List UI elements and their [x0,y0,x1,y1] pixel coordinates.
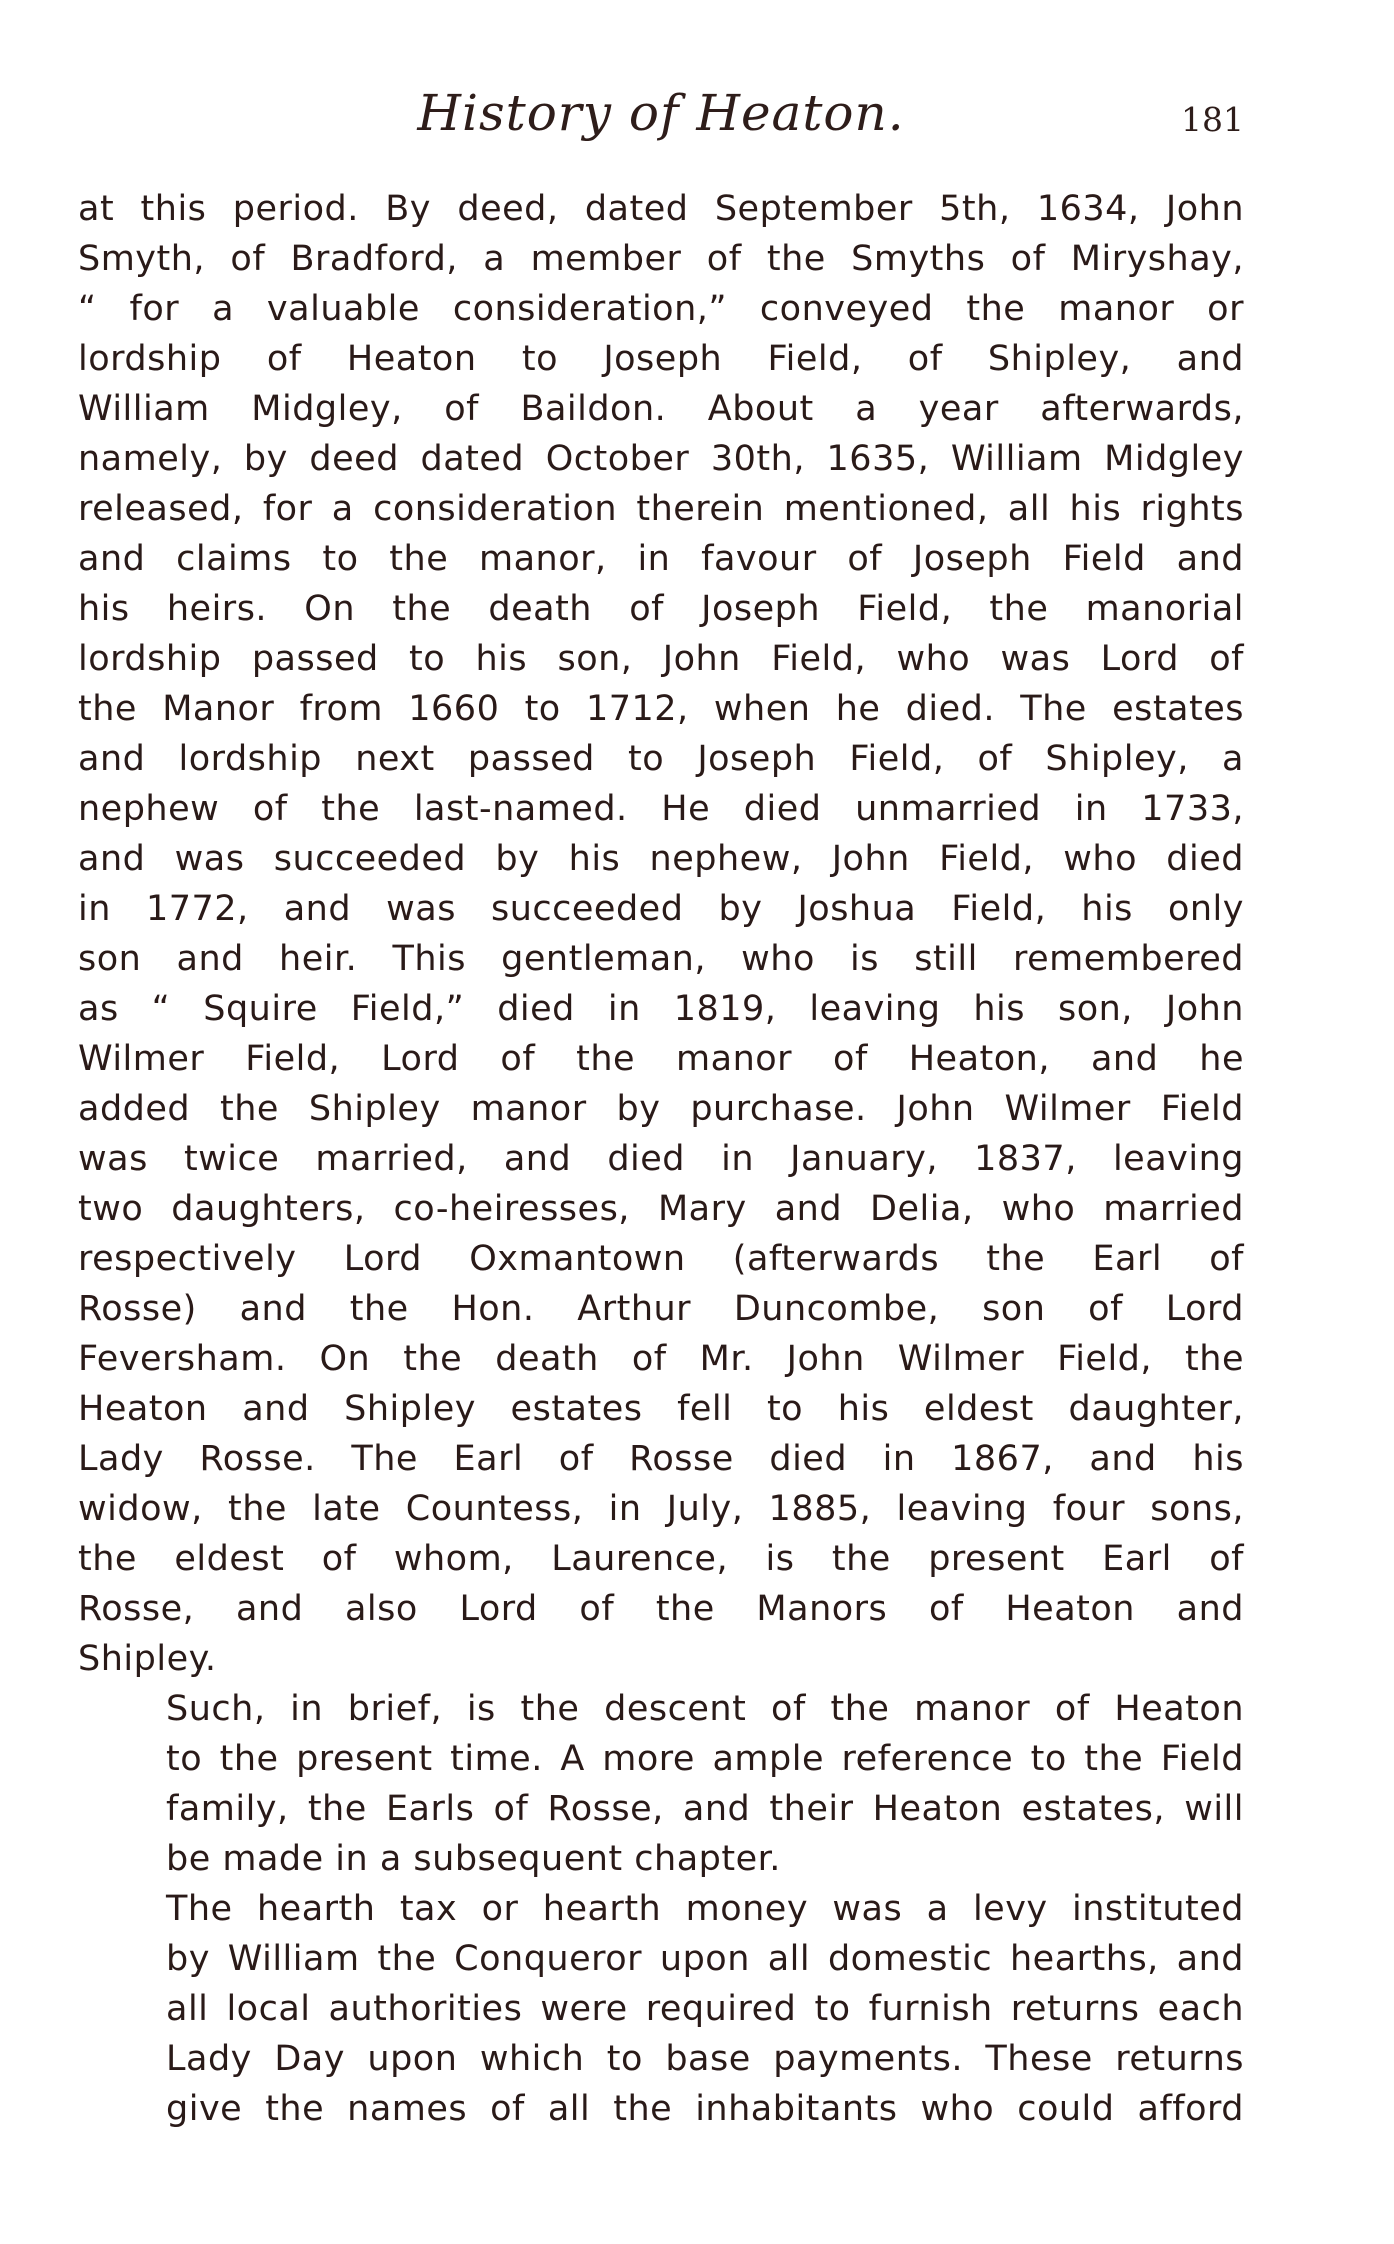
text-line: the eldest of whom, Laurence, is the present Earl of [78,1539,1244,1579]
text-line: at this period. By deed, dated September 5th, 1634, John [78,189,1244,229]
text-line: widow, the late Countess, in July, 1885, leaving four sons, [78,1489,1244,1529]
text-line: lordship passed to his son, John Field, who was Lord of [78,639,1244,679]
page-number: 181 [1181,100,1244,139]
text-line: give the names of all the inhabitants who could afford [166,2089,1244,2129]
text-line: Wilmer Field, Lord of the manor of Heaton, and he [78,1039,1244,1079]
text-line: nephew of the last-named. He died unmarried in 1733, [78,789,1244,829]
book-page [78,82,1244,2162]
text-line: Rosse) and the Hon. Arthur Duncombe, son of Lord [78,1289,1244,1329]
text-line: the Manor from 1660 to 1712, when he died. The estates [78,689,1244,729]
text-line: Feversham. On the death of Mr. John Wilmer Field, the [78,1339,1244,1379]
text-line: Smyth, of Bradford, a member of the Smyths of Miryshay, [78,239,1244,279]
text-line: two daughters, co-heiresses, Mary and Delia, who married [78,1189,1244,1229]
text-line: as “ Squire Field,” died in 1819, leaving his son, John [78,989,1244,1029]
text-line: family, the Earls of Rosse, and their Heaton estates, will [166,1789,1244,1829]
text-line: and was succeeded by his nephew, John Field, who died [78,839,1244,879]
text-line: in 1772, and was succeeded by Joshua Field, his only [78,889,1244,929]
text-line: namely, by deed dated October 30th, 1635, William Midgley [78,439,1244,479]
paragraph [78,184,1244,1684]
text-line: Rosse, and also Lord of the Manors of Heaton and [78,1589,1244,1629]
running-title: History of Heaton. [417,84,905,142]
text-line: The hearth tax or hearth money was a levy instituted [166,1889,1244,1929]
text-line: Shipley. [78,1639,217,1679]
text-line: son and heir. This gentleman, who is still remembered [78,939,1244,979]
paragraph [78,1884,1244,2134]
text-line: William Midgley, of Baildon. About a year afterwards, [78,389,1244,429]
text-line: all local authorities were required to furnish returns each [166,1989,1244,2029]
running-head [78,82,1244,172]
text-line: by William the Conqueror upon all domestic hearths, and [166,1939,1244,1979]
text-line: Lady Day upon which to base payments. These returns [166,2039,1244,2079]
text-line: lordship of Heaton to Joseph Field, of Shipley, and [78,339,1244,379]
text-line: added the Shipley manor by purchase. John Wilmer Field [78,1089,1244,1129]
text-line: Heaton and Shipley estates fell to his eldest daughter, [78,1389,1244,1429]
text-line: to the present time. A more ample reference to the Field [166,1739,1244,1779]
text-line: respectively Lord Oxmantown (afterwards the Earl of [78,1239,1244,1279]
text-line: and claims to the manor, in favour of Joseph Field and [78,539,1244,579]
text-line: Such, in brief, is the descent of the manor of Heaton [166,1689,1244,1729]
text-line: was twice married, and died in January, 1837, leaving [78,1139,1244,1179]
text-line: released, for a consideration therein mentioned, all his rights [78,489,1244,529]
text-line: and lordship next passed to Joseph Field, of Shipley, a [78,739,1244,779]
text-line: Lady Rosse. The Earl of Rosse died in 1867, and his [78,1439,1244,1479]
paragraph [78,1684,1244,1884]
text-line: “ for a valuable consideration,” conveyed the manor or [78,289,1244,329]
text-line: his heirs. On the death of Joseph Field, the manorial [78,589,1244,629]
text-line: be made in a subsequent chapter. [166,1839,781,1879]
body-text [78,184,1244,2134]
